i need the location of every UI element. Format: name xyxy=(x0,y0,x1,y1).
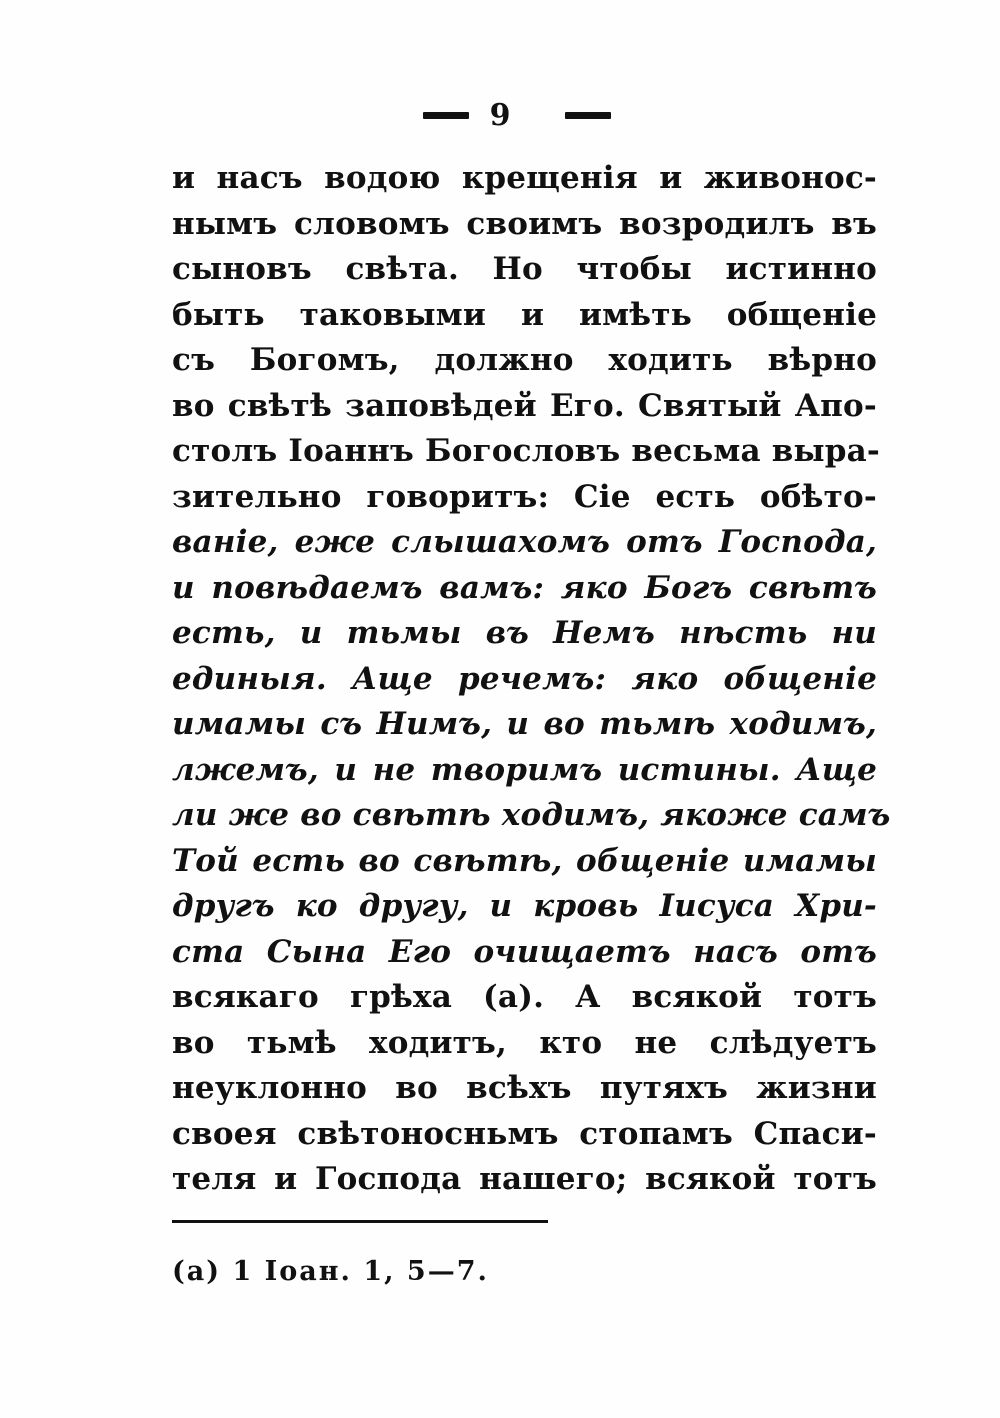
text-line: лжемъ, и не творимъ истины. Аще xyxy=(172,751,877,788)
page-header xyxy=(0,96,1000,136)
body-text xyxy=(172,156,891,1203)
text-line: и повѣдаемъ вамъ: яко Богъ свѣтъ xyxy=(172,569,877,606)
text-line: съ Богомъ, должно ходить вѣрно xyxy=(172,342,877,378)
text-line: всякаго грѣха (а). А всякой тотъ xyxy=(172,979,877,1015)
text-line: неуклонно во всѣхъ путяхъ жизни xyxy=(172,1070,877,1106)
header-ornament-right xyxy=(565,112,611,119)
text-line: другъ ко другу, и кровь Іисуса Хри- xyxy=(172,888,877,924)
text-line: столъ Іоаннъ Богословъ весьма выра- xyxy=(172,433,880,469)
text-line: ста Сына Его очищаетъ насъ отъ xyxy=(172,933,877,970)
text-line: теля и Господа нашего; всякой тотъ xyxy=(172,1161,877,1197)
text-line: Той есть во свѣтѣ, общеніе имамы xyxy=(172,842,877,879)
text-line: ли же во свѣтѣ ходимъ, якоже самъ xyxy=(172,797,891,833)
text-line: имамы съ Нимъ, и во тьмѣ ходимъ, xyxy=(172,706,877,742)
text-line: своея свѣтоносньмъ стопамъ Спаси- xyxy=(172,1115,877,1152)
text-line: есть, и тьмы въ Немъ нѣсть ни xyxy=(172,615,877,651)
text-line: во тьмѣ ходитъ, кто не слѣдуетъ xyxy=(172,1024,877,1061)
text-line: единыя. Аще речемъ: яко общеніе xyxy=(172,660,877,697)
text-line: и насъ водою крещенія и живонос- xyxy=(172,160,877,196)
text-line: ваніе, еже слышахомъ отъ Господа, xyxy=(172,524,877,560)
text-line: сыновъ свѣта. Но чтобы истинно xyxy=(172,251,877,287)
page-number: 9 xyxy=(489,98,511,133)
footnote: (а) 1 Іоан. 1, 5—7. xyxy=(172,1256,489,1287)
text-line: быть таковыми и имѣть общеніе xyxy=(172,296,877,333)
footnote-divider xyxy=(172,1220,548,1223)
text-line: во свѣтѣ заповѣдей Его. Святый Апо- xyxy=(172,387,877,424)
text-line: нымъ словомъ своимъ возродилъ въ xyxy=(172,205,877,242)
text-line: зительно говоритъ: Сіе есть обѣто- xyxy=(172,478,877,515)
